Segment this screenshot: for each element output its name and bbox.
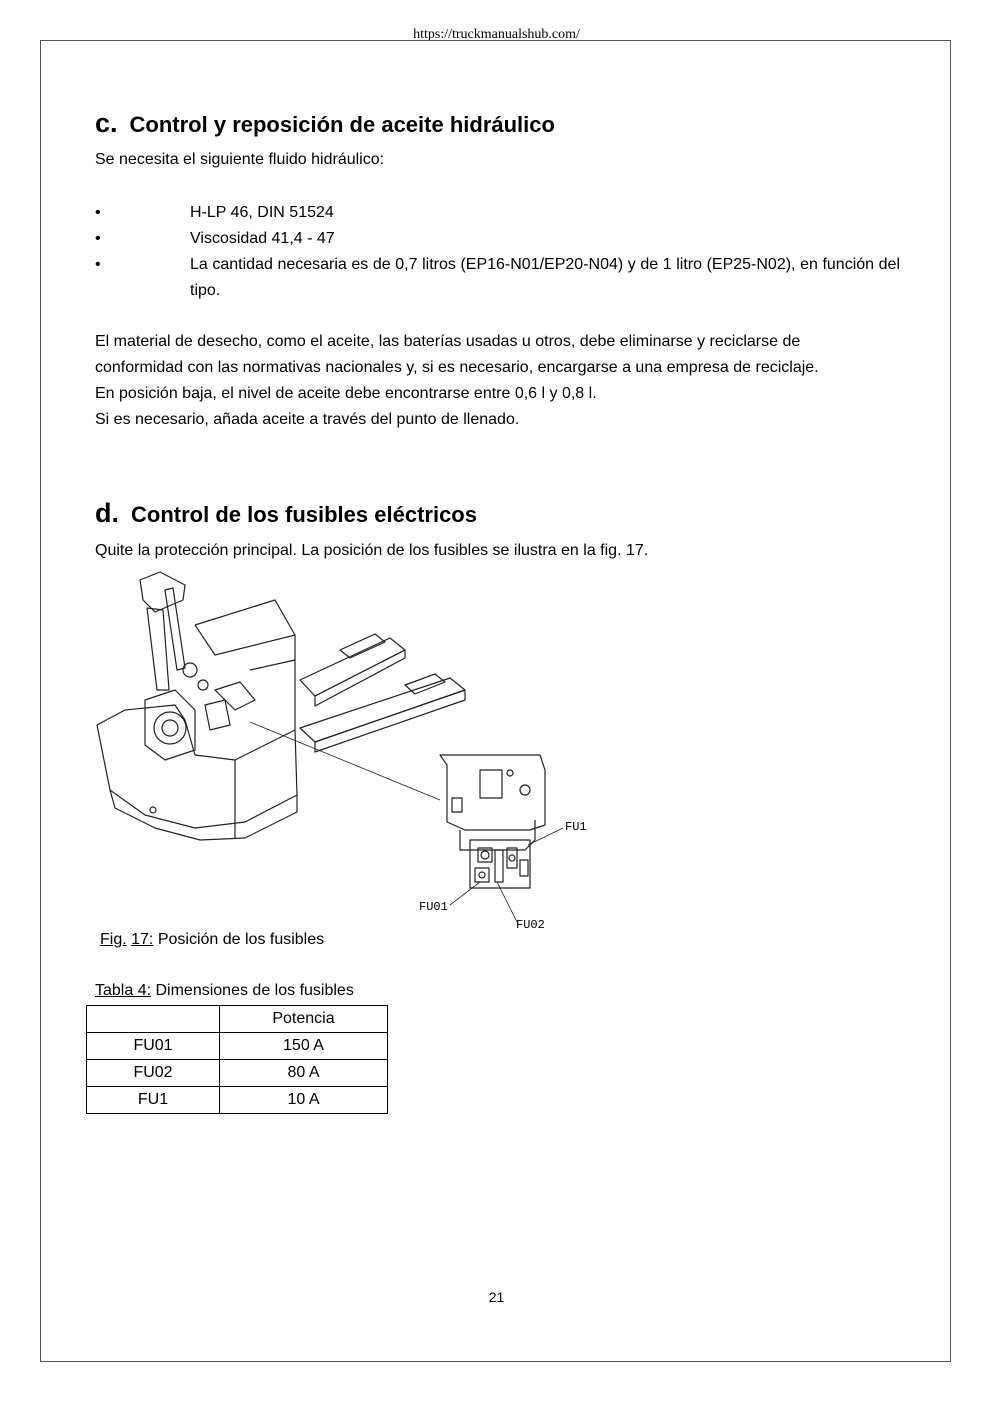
section-c-letter: c. [95,108,118,138]
table-header-row: Potencia [87,1006,388,1033]
list-item: • H-LP 46, DIN 51524 [95,200,900,226]
pallet-truck-fuse-diagram [85,560,595,935]
table-caption: Tabla 4: Dimensiones de los fusibles [95,982,354,999]
section-c-intro: Se necesita el siguiente fluido hidráulico: [95,151,385,168]
section-d-letter: d. [95,498,119,528]
list-item: • La cantidad necesaria es de 0,7 litros (EP16-N01/EP20-N04) y de 1 litro (EP25-N02), en función del tipo. [95,252,900,304]
disposal-paragraph: El material de desecho, como el aceite, las baterías usadas u otros, debe eliminarse y reciclarse de conformidad con las normativas nacionales y, si es necesario, encargarse a una empresa de reciclaje. En posición baja, el nivel de aceite debe encontrarse entre 0,6 l y 0,8 l. Si es necesario, añada aceite a través del punto de llenado. [95,333,819,428]
section-d-title: Control de los fusibles eléctricos [131,502,477,527]
fuse-dimensions-table [86,1005,388,1114]
label-fu01: FU01 [419,900,448,914]
label-fu02: FU02 [516,918,545,932]
section-c-title: Control y reposición de aceite hidráulico [129,112,555,137]
fluid-spec-list [95,200,900,304]
table-row: FU02 80 A [87,1060,388,1087]
section-d-heading [95,498,477,529]
bullet-icon: • [95,204,101,221]
section-c-heading [95,108,555,139]
list-item: • Viscosidad 41,4 - 47 [95,226,900,252]
source-url: https://truckmanualshub.com/ [413,27,580,42]
table-row: FU1 10 A [87,1087,388,1114]
table-row: FU01 150 A [87,1033,388,1060]
section-d-intro: Quite la protección principal. La posición de los fusibles se ilustra en la fig. 17. [95,542,649,559]
bullet-icon: • [95,256,101,273]
label-fu1: FU1 [565,820,587,834]
bullet-icon: • [95,230,101,247]
figure-caption: Fig. 17: Posición de los fusibles [100,931,325,948]
page-number: 21 [488,1289,505,1305]
